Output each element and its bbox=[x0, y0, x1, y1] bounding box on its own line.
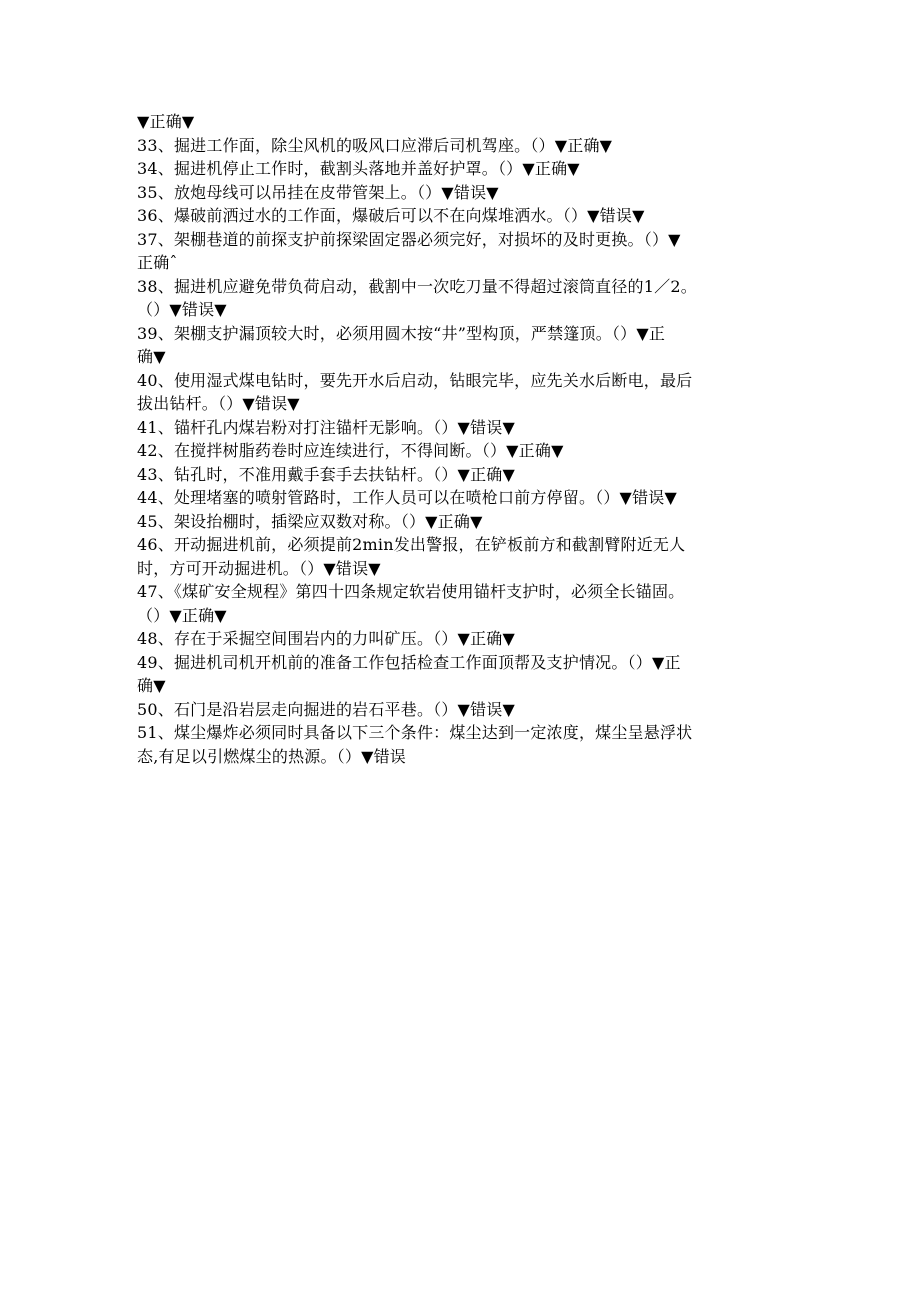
question-48-line-1: 48、存在于采掘空间围岩内的力叫矿压。（）▼正确▼ bbox=[137, 629, 515, 648]
question-34-line-1: 34、掘进机停止工作时，截割头落地并盖好护罩。（）▼正确▼ bbox=[137, 159, 580, 178]
question-35-line-1: 35、放炮母线可以吊挂在皮带管架上。（）▼错误▼ bbox=[137, 182, 499, 202]
question-46-line-1: 46、开动掘进机前，必须提前2min发出警报，在铲板前方和截割臂附近无人 bbox=[137, 535, 686, 554]
question-33-line-1: 33、掘进工作面，除尘风机的吸风口应滞后司机驾座。（）▼正确▼ bbox=[137, 135, 613, 155]
question-43-line-1: 43、钻孔时，不准用戴手套手去扶钻杆。（）▼正确▼ bbox=[137, 464, 515, 484]
question-47-line-1: 47、《煤矿安全规程》第四十四条规定软岩使用锚杆支护时，必须全长锚固。 bbox=[137, 582, 685, 601]
question-39-line-2: 确▼ bbox=[137, 347, 166, 366]
question-40-line-1: 40、使用湿式煤电钻时，要先开水后启动，钻眼完毕，应先关水后断电，最后 bbox=[137, 370, 693, 390]
question-37-line-2: 正确ˆ bbox=[137, 253, 178, 272]
question-37-line-1: 37、架棚巷道的前探支护前探梁固定器必须完好，对损坏的及时更换。（）▼ bbox=[137, 229, 681, 249]
question-40-line-2: 拔出钻杆。（）▼错误▼ bbox=[137, 394, 300, 413]
question-41-line-1: 41、锚杆孔内煤岩粉对打注锚杆无影响。（）▼错误▼ bbox=[137, 417, 515, 437]
question-44-line-1: 44、处理堵塞的喷射管路时，工作人员可以在喷枪口前方停留。（）▼错误▼ bbox=[137, 488, 677, 507]
question-51-line-1: 51、煤尘爆炸必须同时具备以下三个条件：煤尘达到一定浓度，煤尘呈悬浮状 bbox=[137, 723, 693, 742]
text-line: ▼正确▼ bbox=[137, 112, 195, 131]
question-38-line-2: （）▼错误▼ bbox=[137, 300, 227, 319]
question-50-line-1: 50、石门是沿岩层走向掘进的岩石平巷。（）▼错误▼ bbox=[137, 699, 515, 719]
question-45-line-1: 45、架设抬棚时，插梁应双数对称。（）▼正确▼ bbox=[137, 511, 483, 531]
question-49-line-2: 确▼ bbox=[137, 676, 166, 695]
question-49-line-1: 49、掘进机司机开机前的准备工作包括检查工作面顶帮及支护情况。（）▼正 bbox=[137, 652, 681, 672]
question-39-line-1: 39、架棚支护漏顶较大时，必须用圆木按“井”型构顶，严禁篷顶。（）▼正 bbox=[137, 323, 666, 343]
question-47-line-2: （）▼正确▼ bbox=[137, 605, 227, 625]
question-51-line-2: 态,有足以引燃煤尘的热源。（）▼错误 bbox=[137, 746, 406, 766]
question-42-line-1: 42、在搅拌树脂药卷时应连续进行，不得间断。（）▼正确▼ bbox=[137, 441, 564, 460]
question-46-line-2: 时，方可开动掘进机。（）▼错误▼ bbox=[137, 558, 381, 578]
question-36-line-1: 36、爆破前洒过水的工作面，爆破后可以不在向煤堆洒水。（）▼错误▼ bbox=[137, 206, 645, 225]
document-body bbox=[137, 110, 772, 768]
question-38-line-1: 38、掘进机应避免带负荷启动，截割中一次吃刀量不得超过滚筒直径的1／2。 bbox=[137, 276, 697, 296]
